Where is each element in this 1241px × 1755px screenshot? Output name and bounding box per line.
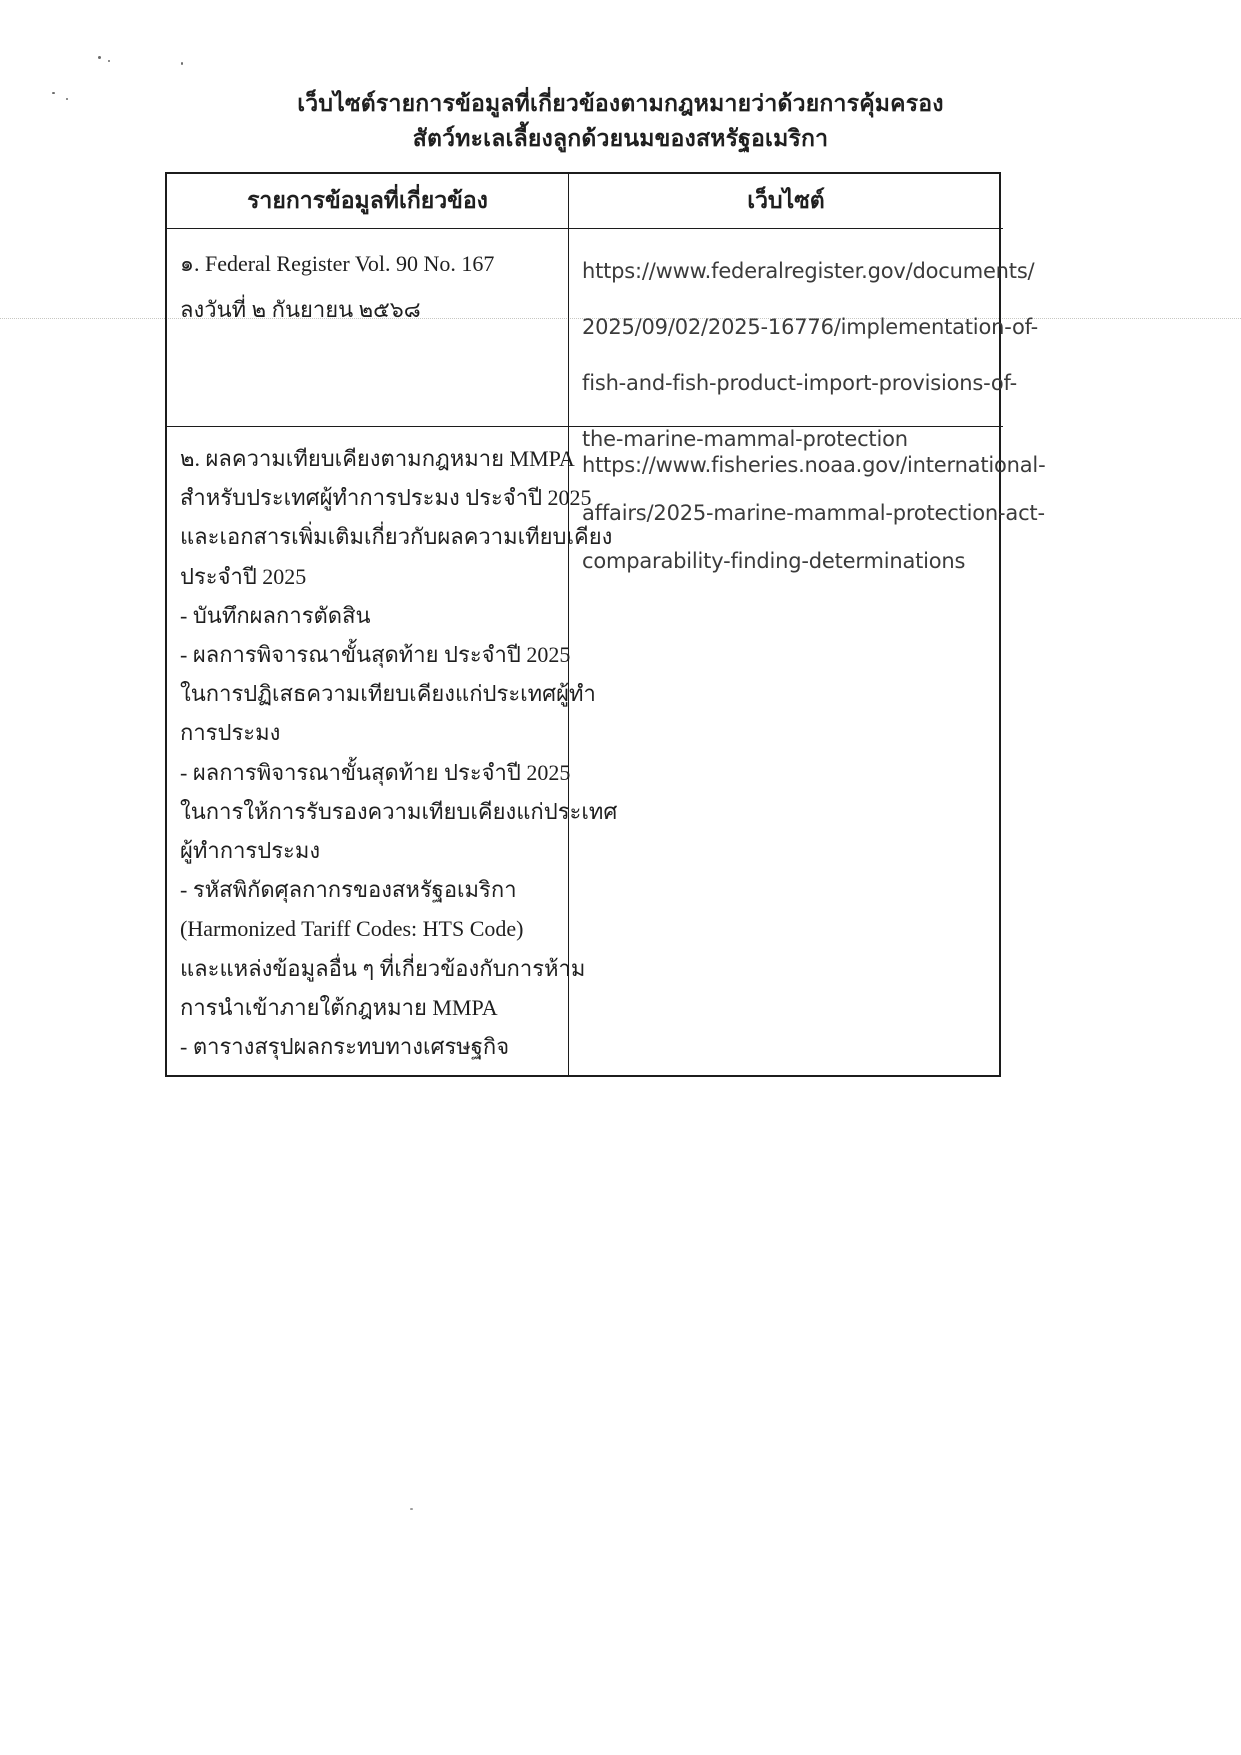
row-2-item-line: สำหรับประเทศผู้ทำการประมง ประจำปี 2025 — [180, 485, 592, 511]
row-1-item-line: ๑. Federal Register Vol. 90 No. 167 — [180, 251, 495, 276]
row-2-item-line: - รหัสพิกัดศุลกากรของสหรัฐอเมริกา — [180, 877, 517, 903]
related-data-table — [165, 172, 1046, 1077]
table-row-2-website-cell — [569, 427, 1046, 1075]
row-2-item-line: การประมง — [180, 720, 281, 746]
row-1-url-line: the-marine-mammal-protection — [582, 427, 908, 451]
row-2-item-line: ในการปฏิเสธความเทียบเคียงแก่ประเทศผู้ทำ — [180, 681, 596, 707]
document-title — [0, 86, 1241, 156]
row-2-url-line: comparability-finding-determinations — [582, 549, 966, 573]
row-1-url-line: https://www.federalregister.gov/documents/ — [582, 259, 1035, 283]
table-row-2-item-cell — [167, 427, 618, 1075]
document-title-line-1: เว็บไซต์รายการข้อมูลที่เกี่ยวข้องตามกฎหมายว่าด้วยการคุ้มครอง — [297, 91, 944, 116]
row-2-item-line: ๒. ผลความเทียบเคียงตามกฎหมาย MMPA — [180, 446, 575, 471]
row-2-item-line: - ผลการพิจารณาขั้นสุดท้าย ประจำปี 2025 — [180, 642, 571, 668]
row-1-url-line: 2025/09/02/2025-16776/implementation-of- — [582, 315, 1039, 339]
row-1-item-line: ลงวันที่ ๒ กันยายน ๒๕๖๘ — [180, 297, 421, 322]
row-2-item-line: - บันทึกผลการตัดสิน — [180, 602, 371, 628]
scan-speck — [108, 60, 110, 62]
row-2-url-line: affairs/2025-marine-mammal-protection-act- — [582, 501, 1045, 525]
row-2-item-line: และเอกสารเพิ่มเติมเกี่ยวกับผลความเทียบเคียง — [180, 524, 613, 550]
row-2-item-line: ประจำปี 2025 — [180, 563, 307, 589]
table-row-1-website-cell — [569, 229, 1039, 451]
row-2-item-line: ผู้ทำการประมง — [180, 838, 321, 864]
row-2-item-line: - ผลการพิจารณาขั้นสุดท้าย ประจำปี 2025 — [180, 759, 571, 785]
table-header-related-items: รายการข้อมูลที่เกี่ยวข้อง — [167, 174, 569, 229]
row-2-item-line: ในการให้การรับรองความเทียบเคียงแก่ประเทศ — [180, 798, 618, 824]
row-2-item-line: - ตารางสรุปผลกระทบทางเศรษฐกิจ — [180, 1034, 510, 1060]
row-1-url-line: fish-and-fish-product-import-provisions-of- — [582, 371, 1017, 395]
row-2-url-line: https://www.fisheries.noaa.gov/international- — [582, 453, 1046, 477]
table-row-1-item-cell — [167, 229, 569, 427]
table-header-website: เว็บไซต์ — [569, 174, 1003, 229]
row-2-item-line: และแหล่งข้อมูลอื่น ๆ ที่เกี่ยวข้องกับการห้าม — [180, 955, 586, 981]
scan-speck — [181, 62, 183, 65]
document-title-line-2: สัตว์ทะเลเลี้ยงลูกด้วยนมของสหรัฐอเมริกา — [412, 126, 829, 151]
row-2-item-line: (Harmonized Tariff Codes: HTS Code) — [180, 916, 524, 942]
scan-speck — [410, 1508, 413, 1510]
row-2-item-line: การนำเข้าภายใต้กฎหมาย MMPA — [180, 994, 498, 1020]
scan-speck — [98, 56, 101, 59]
